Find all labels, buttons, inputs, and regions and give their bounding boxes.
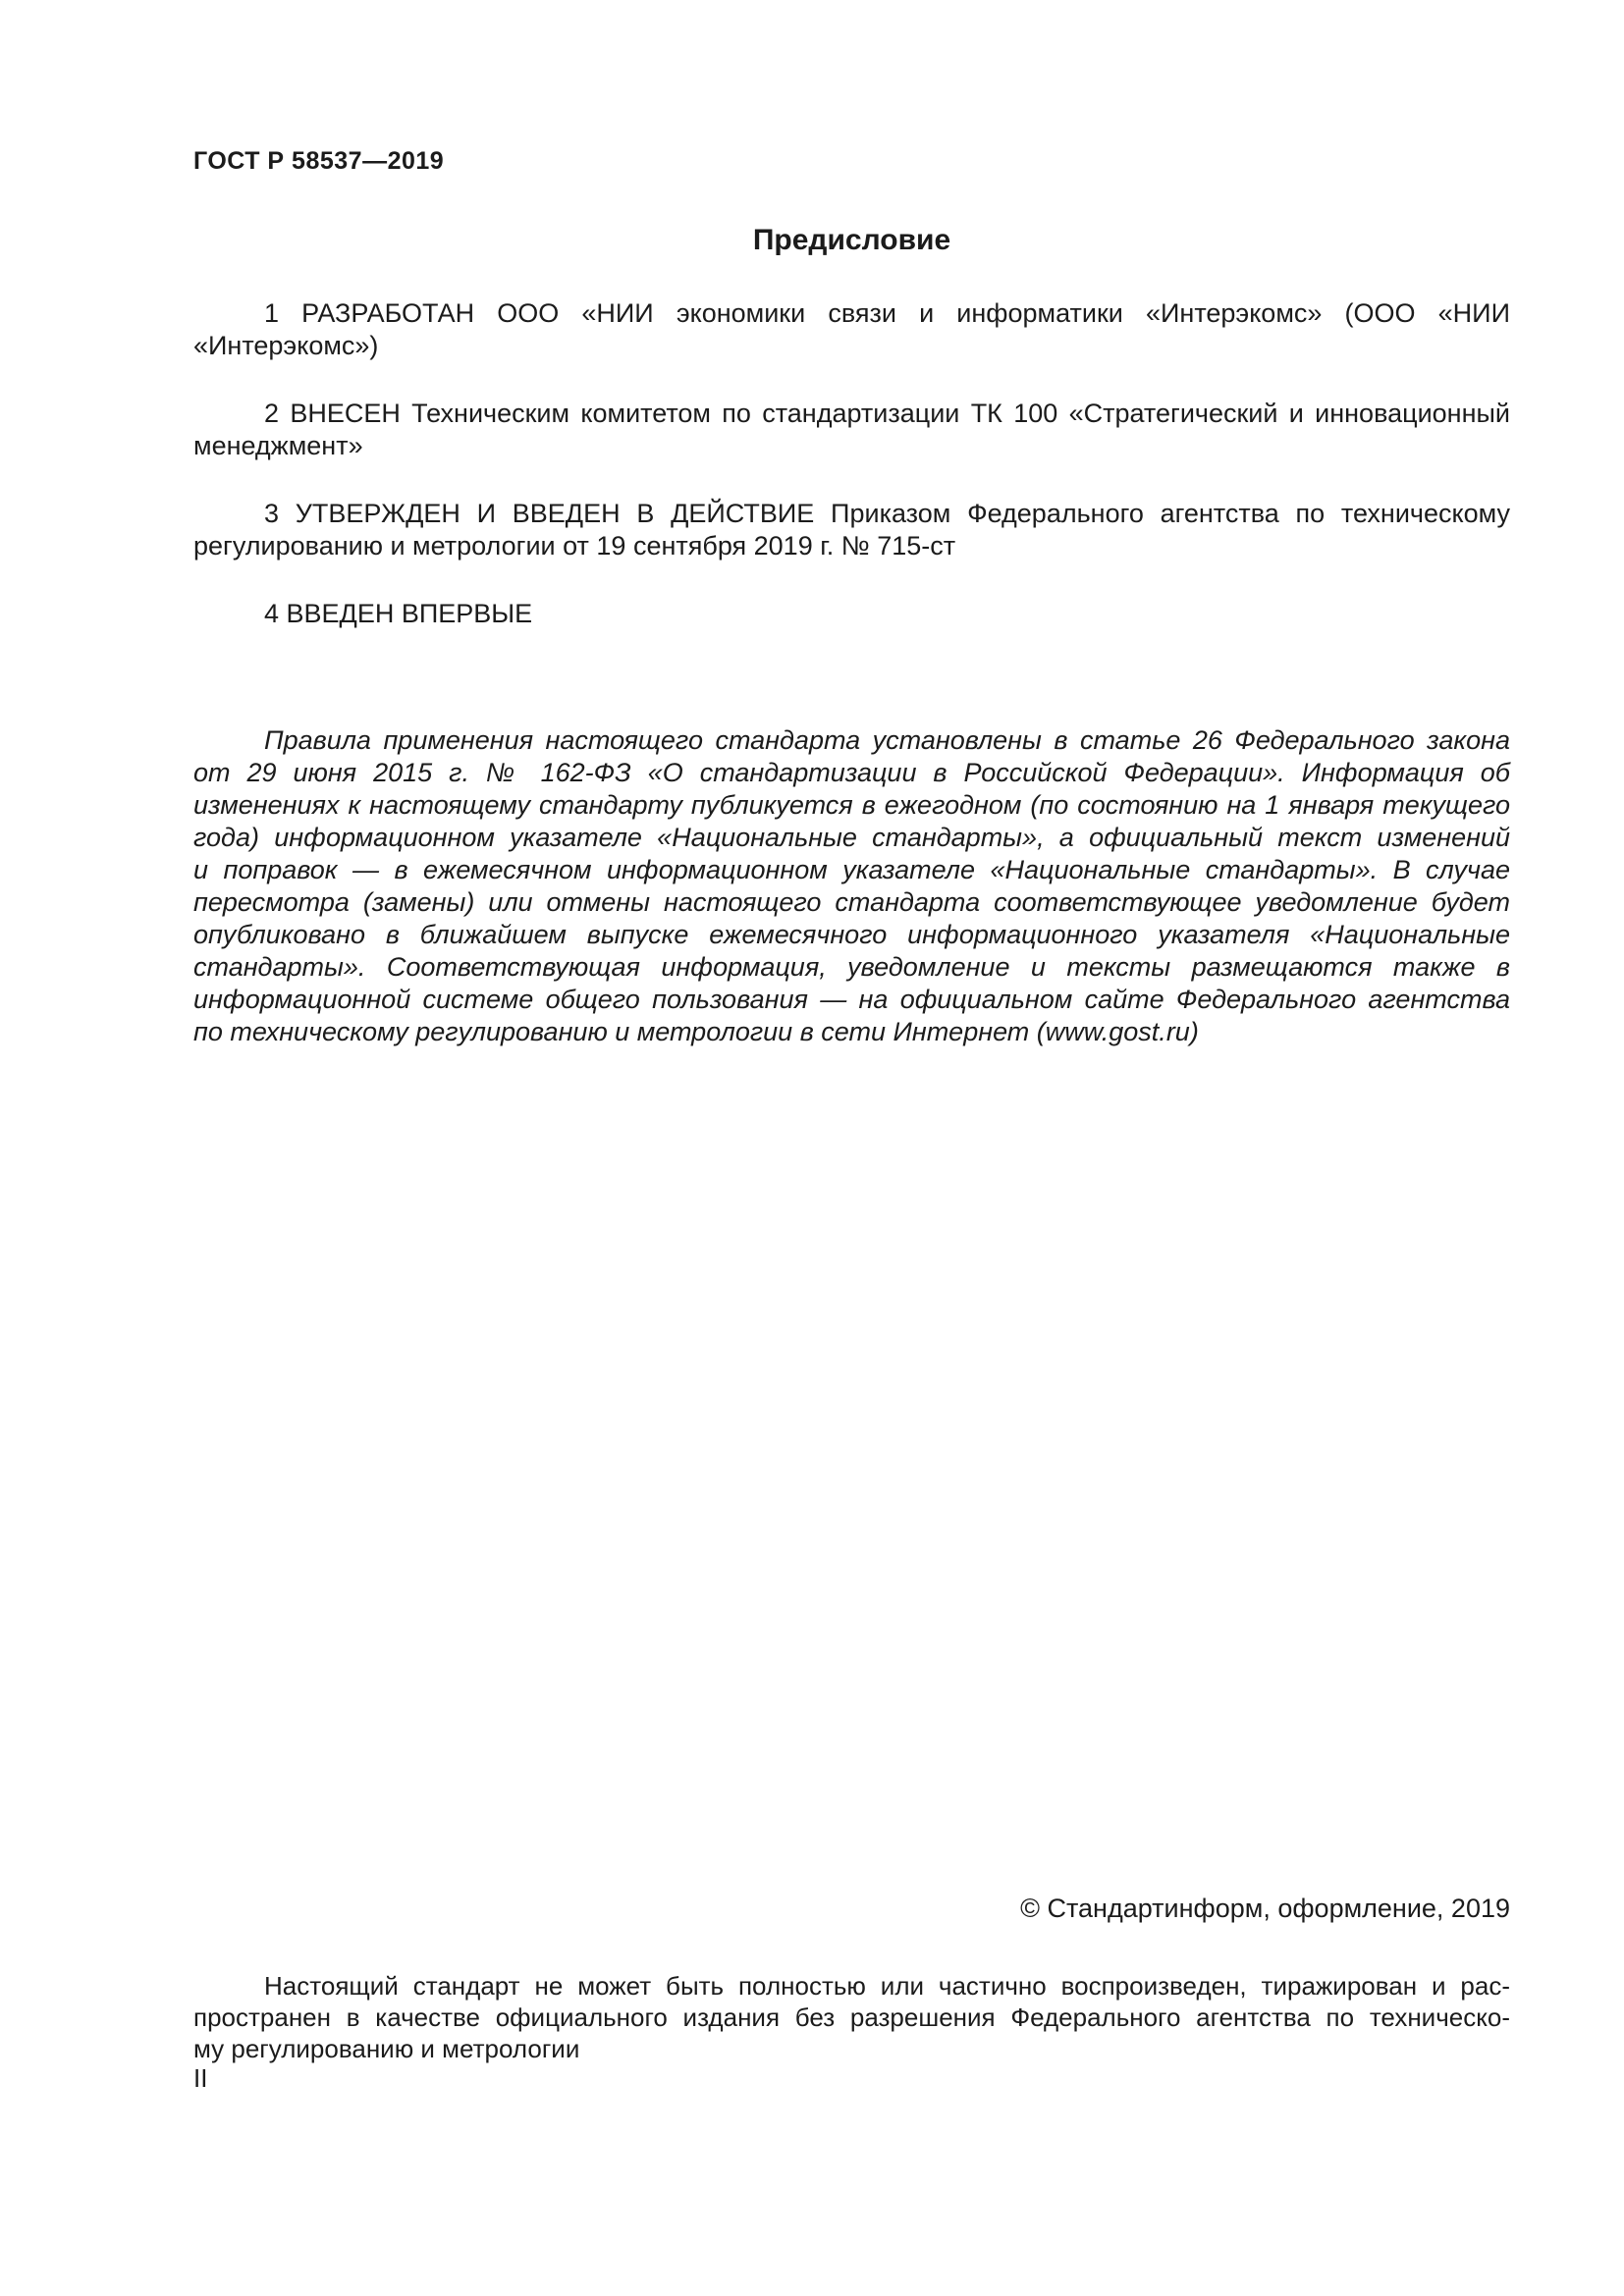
text-line: менеджмент» [193,431,363,460]
text-line: изменениях к настоящему стандарту публикуется в ежегодном (по состоянию на 1 января текущего [193,790,1510,820]
text-line: Правила применения настоящего стандарта установлены в статье 26 Федерального закона [264,725,1510,755]
text-line: 1 РАЗРАБОТАН ООО «НИИ экономики связи и информатики «Интерэкомс» (ООО «НИИ [264,298,1510,328]
foreword-item-first-edition [193,598,1510,630]
foreword-item-approved [193,498,1510,562]
reproduction-notice [193,1970,1510,2064]
foreword-item-submitted [193,398,1510,462]
text-line: и поправок — в ежемесячном информационном указателе «Национальные стандарты». В случае [193,855,1510,884]
text-line: Настоящий стандарт не может быть полностью или частично воспроизведен, тиражирован и рас- [264,1971,1510,2001]
application-rules-note [193,724,1510,1048]
text-line: информационной системе общего пользования — на официальном сайте Федерального агентства [193,985,1510,1014]
document-code: ГОСТ Р 58537—2019 [193,147,445,175]
text-line: опубликовано в ближайшем выпуске ежемесячного информационного указателя «Национальные [193,920,1510,949]
text-line: года) информационном указателе «Национальные стандарты», а официальный текст изменений [193,823,1510,852]
text-line: по техническому регулированию и метрологии в сети Интернет (www.gost.ru) [193,1017,1199,1046]
text-line: «Интерэкомс») [193,331,379,360]
page-number: II [193,2063,208,2093]
text-line: пересмотра (замены) или отмены настоящего стандарта соответствующее уведомление будет [193,887,1510,917]
page-title: Предисловие [752,224,951,256]
text-line: пространен в качестве официального издания без разрешения Федерального агентства по техническо- [193,2002,1510,2032]
copyright-line: © Стандартинформ, оформление, 2019 [1020,1894,1510,1923]
text-line: 4 ВВЕДЕН ВПЕРВЫЕ [264,599,533,628]
text-line: стандарты». Соответствующая информация, уведомление и тексты размещаются также в [193,952,1510,982]
text-line: регулированию и метрологии от 19 сентября 2019 г. № 715-ст [193,531,956,561]
foreword-item-developed [193,297,1510,362]
text-line: от 29 июня 2015 г. № 162-ФЗ «О стандартизации в Российской Федерации». Информация об [193,758,1510,787]
foreword-section [193,297,1510,666]
text-line: му регулированию и метрологии [193,2034,580,2063]
text-line: 2 ВНЕСЕН Техническим комитетом по стандартизации ТК 100 «Стратегический и инновационный [264,399,1510,428]
text-line: 3 УТВЕРЖДЕН И ВВЕДЕН В ДЕЙСТВИЕ Приказом Федерального агентства по техническому [264,499,1510,528]
